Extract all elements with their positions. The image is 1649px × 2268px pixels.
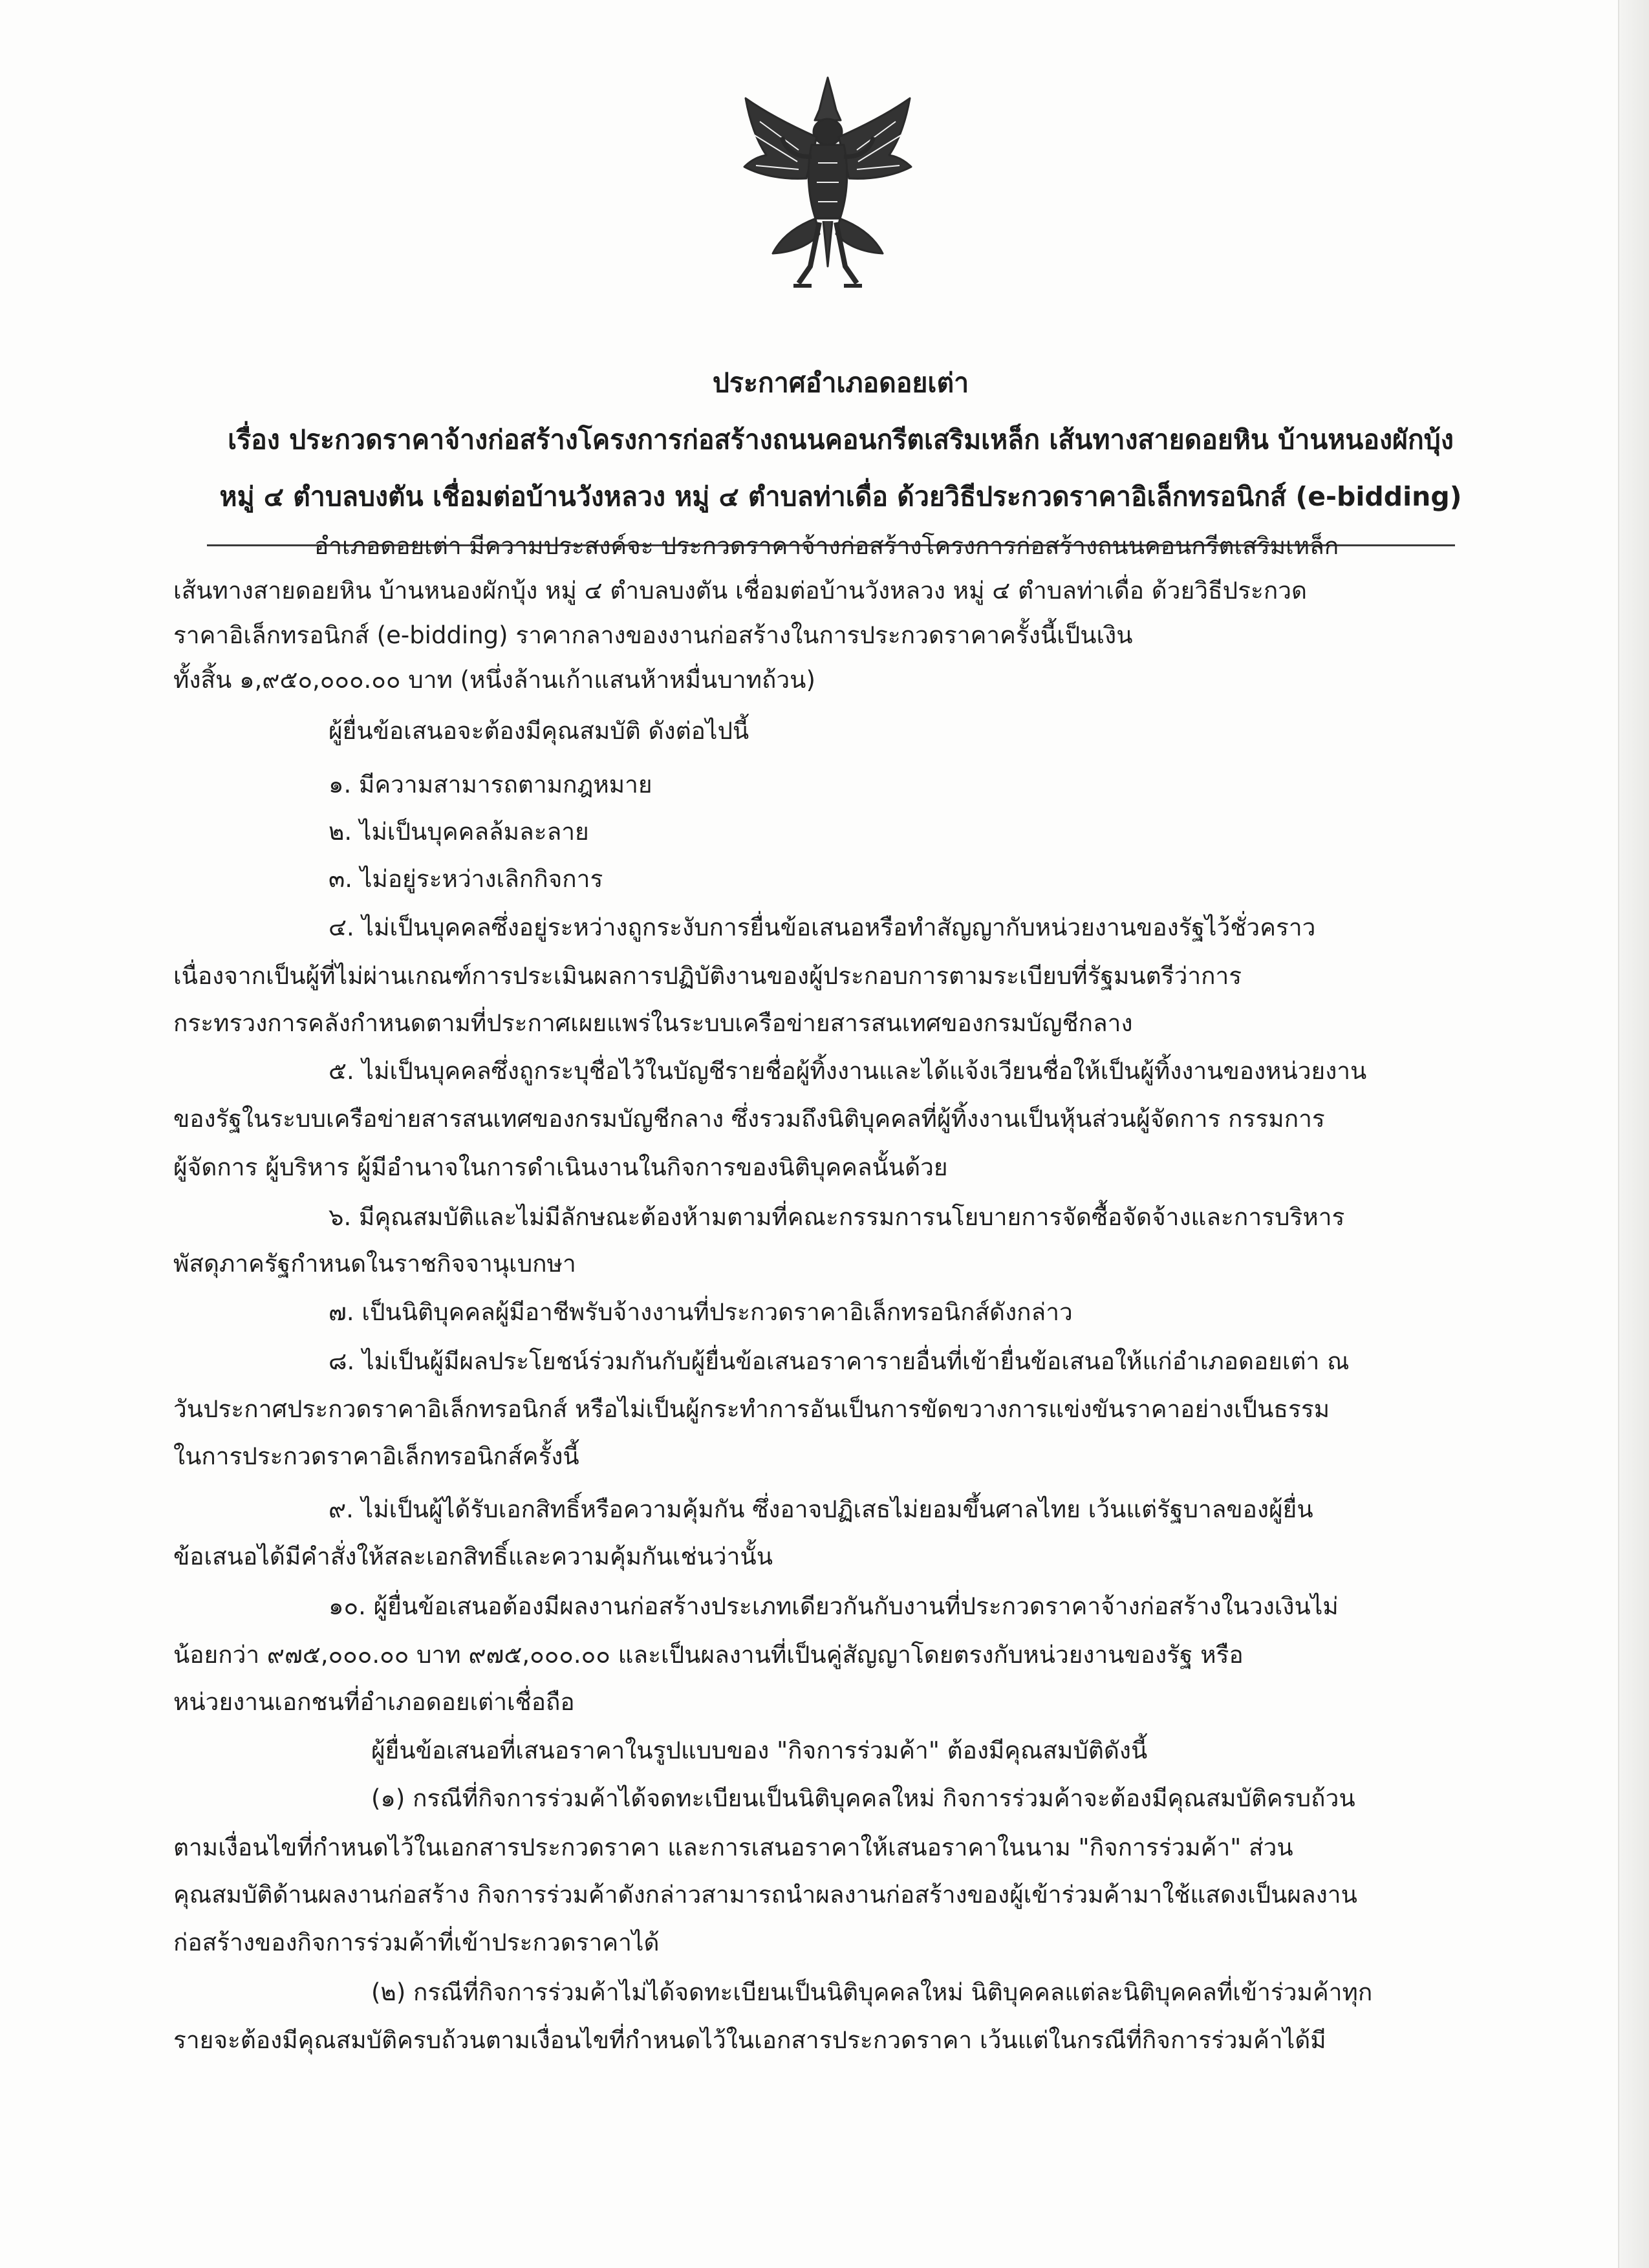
body-line: คุณสมบัติด้านผลงานก่อสร้าง กิจการร่วมค้าดังกล่าวสามารถนำผลงานก่อสร้างของผู้เข้าร่วมค้ามาใช้แสดงเป็นผลงาน <box>173 1881 1357 1909</box>
body-line: น้อยกว่า ๙๗๕,๐๐๐.๐๐ บาท ๙๗๕,๐๐๐.๐๐ และเป็นผลงานที่เป็นคู่สัญญาโดยตรงกับหน่วยงานของรัฐ หรือ <box>173 1641 1244 1669</box>
body-line: (๒) กรณีที่กิจการร่วมค้าไม่ได้จดทะเบียนเป็นนิติบุคคลใหม่ นิติบุคคลแต่ละนิติบุคคลที่เข้าร่วมค้าทุก <box>371 1978 1373 2006</box>
body-line: ๙. ไม่เป็นผู้ได้รับเอกสิทธิ์หรือความคุ้มกัน ซึ่งอาจปฏิเสธไม่ยอมขึ้นศาลไทย เว้นแต่รัฐบาลของผู้ยื่น <box>329 1495 1313 1523</box>
announcement-title: ประกาศอำเภอดอยเต่า <box>712 367 969 398</box>
body-line: เส้นทางสายดอยหิน บ้านหนองผักบุ้ง หมู่ ๔ ตำบลบงตัน เชื่อมต่อบ้านวังหลวง หมู่ ๔ ตำบลท่าเดื่อ ด้วยวิธีประกวด <box>173 577 1308 604</box>
body-line: ๒. ไม่เป็นบุคคลล้มละลาย <box>329 818 589 846</box>
body-line: ๑. มีความสามารถตามกฎหมาย <box>329 771 652 798</box>
body-line: วันประกาศประกวดราคาอิเล็กทรอนิกส์ หรือไม่เป็นผู้กระทำการอันเป็นการขัดขวางการแข่งขันราคาอย่างเป็นธรรม <box>173 1395 1330 1423</box>
body-line: ๓. ไม่อยู่ระหว่างเลิกกิจการ <box>329 865 603 893</box>
body-line: ๖. มีคุณสมบัติและไม่มีลักษณะต้องห้ามตามที่คณะกรรมการนโยบายการจัดซื้อจัดจ้างและการบริหาร <box>329 1203 1345 1231</box>
body-line: ราคาอิเล็กทรอนิกส์ (e-bidding) ราคากลางของงานก่อสร้างในการประกวดราคาครั้งนี้เป็นเงิน <box>173 621 1133 649</box>
body-line: รายจะต้องมีคุณสมบัติครบถ้วนตามเงื่อนไขที่กำหนดไว้ในเอกสารประกวดราคา เว้นแต่ในกรณีที่กิจการร่วมค้าได้มี <box>173 2026 1326 2054</box>
subject-line-1: เรื่อง ประกวดราคาจ้างก่อสร้างโครงการก่อสร้างถนนคอนกรีตเสริมเหล็ก เส้นทางสายดอยหิน บ้านหนองผักบุ้ง <box>228 424 1454 455</box>
body-line: ๕. ไม่เป็นบุคคลซึ่งถูกระบุชื่อไว้ในบัญชีรายชื่อผู้ทิ้งงานและได้แจ้งเวียนชื่อให้เป็นผู้ทิ้งงานของหน่วยงาน <box>329 1057 1367 1085</box>
body-line: กระทรวงการคลังกำหนดตามที่ประกาศเผยแพร่ในระบบเครือข่ายสารสนเทศของกรมบัญชีกลาง <box>173 1009 1133 1037</box>
body-line: (๑) กรณีที่กิจการร่วมค้าได้จดทะเบียนเป็นนิติบุคคลใหม่ กิจการร่วมค้าจะต้องมีคุณสมบัติครบถ้วน <box>371 1784 1355 1812</box>
body-line: เนื่องจากเป็นผู้ที่ไม่ผ่านเกณฑ์การประเมินผลการปฏิบัติงานของผู้ประกอบการตามระเบียบที่รัฐมนตรีว่าการ <box>173 962 1242 990</box>
body-line: ผู้จัดการ ผู้บริหาร ผู้มีอำนาจในการดำเนินงานในกิจการของนิติบุคคลนั้นด้วย <box>173 1153 948 1181</box>
body-line: ในการประกวดราคาอิเล็กทรอนิกส์ครั้งนี้ <box>173 1442 579 1470</box>
body-line: ก่อสร้างของกิจการร่วมค้าที่เข้าประกวดราคาได้ <box>173 1929 660 1956</box>
body-line: หน่วยงานเอกชนที่อำเภอดอยเต่าเชื่อถือ <box>173 1688 575 1716</box>
body-line: ๑๐. ผู้ยื่นข้อเสนอต้องมีผลงานก่อสร้างประเภทเดียวกันกับงานที่ประกวดราคาจ้างก่อสร้างในวงเงินไม่ <box>329 1592 1339 1620</box>
subject-line-2: หมู่ ๔ ตำบลบงตัน เชื่อมต่อบ้านวังหลวง หมู่ ๔ ตำบลท่าเดื่อ ด้วยวิธีประกวดราคาอิเล็กทรอนิกส์ (e-bidding) <box>219 481 1462 512</box>
body-line: ผู้ยื่นข้อเสนอจะต้องมีคุณสมบัติ ดังต่อไปนี้ <box>329 717 749 745</box>
body-line: พัสดุภาครัฐกำหนดในราชกิจจานุเบกษา <box>173 1250 576 1278</box>
garuda-emblem-icon <box>734 72 921 292</box>
body-line: ของรัฐในระบบเครือข่ายสารสนเทศของกรมบัญชีกลาง ซึ่งรวมถึงนิติบุคคลที่ผู้ทิ้งงานเป็นหุ้นส่วนผู้จัดการ กรรมการ <box>173 1105 1325 1133</box>
body-line: ๔. ไม่เป็นบุคคลซึ่งอยู่ระหว่างถูกระงับการยื่นข้อเสนอหรือทำสัญญากับหน่วยงานของรัฐไว้ชั่วคราว <box>329 914 1316 941</box>
body-line: อำเภอดอยเต่า มีความประสงค์จะ ประกวดราคาจ้างก่อสร้างโครงการก่อสร้างถนนคอนกรีตเสริมเหล็ก <box>314 532 1339 560</box>
body-line: ๗. เป็นนิติบุคคลผู้มีอาชีพรับจ้างงานที่ประกวดราคาอิเล็กทรอนิกส์ดังกล่าว <box>329 1298 1073 1326</box>
paper-edge <box>1618 0 1649 2268</box>
body-line: ข้อเสนอได้มีคำสั่งให้สละเอกสิทธิ์และความคุ้มกันเช่นว่านั้น <box>173 1543 773 1570</box>
body-line: ทั้งสิ้น ๑,๙๕๐,๐๐๐.๐๐ บาท (หนึ่งล้านเก้าแสนห้าหมื่นบาทถ้วน) <box>173 666 815 694</box>
body-line: ตามเงื่อนไขที่กำหนดไว้ในเอกสารประกวดราคา และการเสนอราคาให้เสนอราคาในนาม "กิจการร่วมค้า" ส่วน <box>173 1834 1293 1861</box>
body-line: ๘. ไม่เป็นผู้มีผลประโยชน์ร่วมกันกับผู้ยื่นข้อเสนอราคารายอื่นที่เข้ายื่นข้อเสนอให้แก่อำเภอดอยเต่า ณ <box>329 1347 1350 1375</box>
body-line: ผู้ยื่นข้อเสนอที่เสนอราคาในรูปแบบของ "กิจการร่วมค้า" ต้องมีคุณสมบัติดังนี้ <box>371 1737 1148 1764</box>
